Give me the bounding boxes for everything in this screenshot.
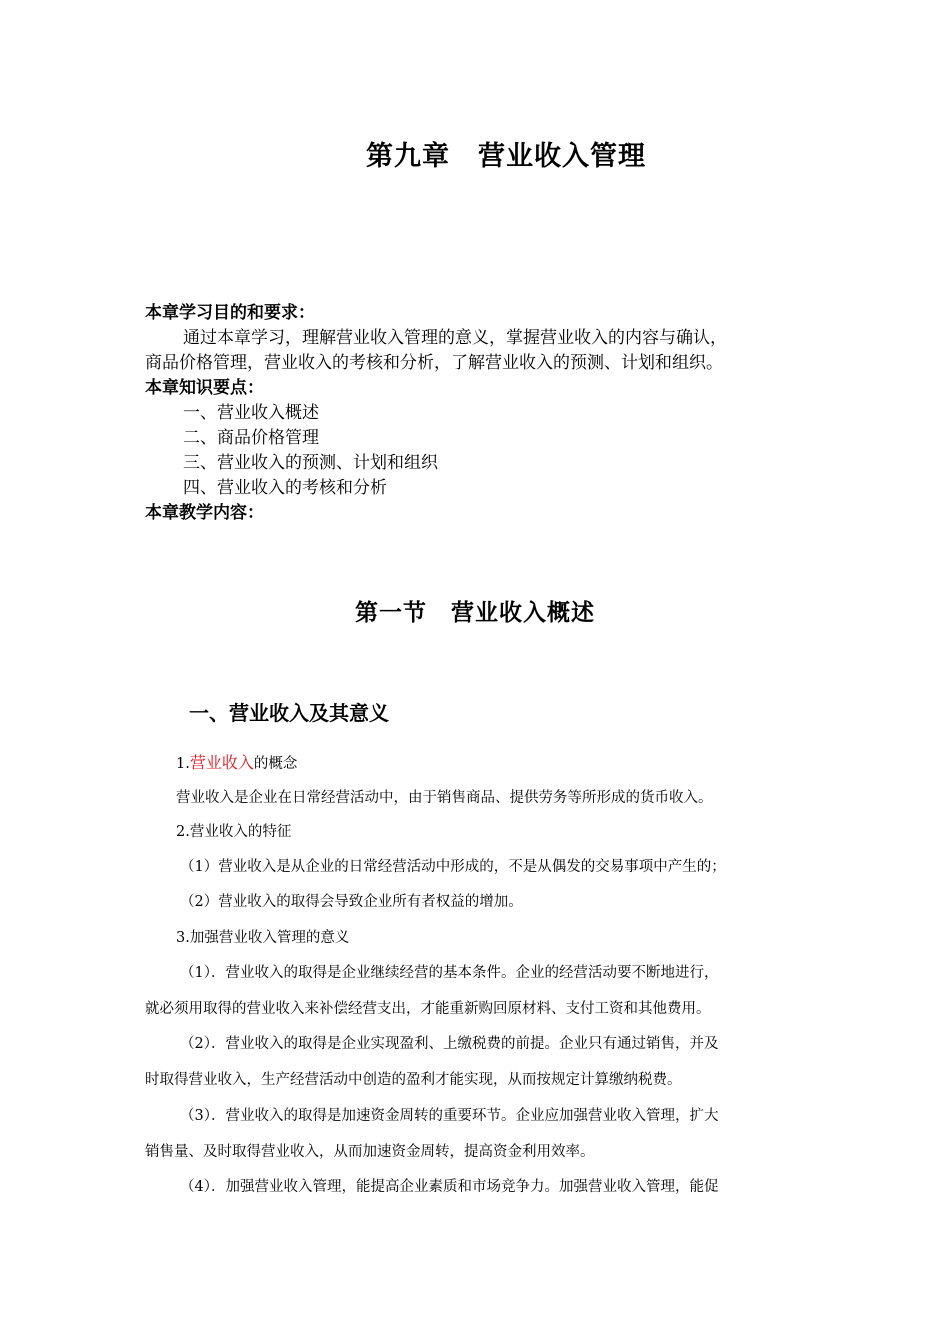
section-title: 第一节 营业收入概述 [355, 600, 595, 626]
concept-heading [176, 750, 297, 773]
significance-paragraph-line: 时取得营业收入，生产经营活动中创造的盈利才能实现，从而按规定计算缴纳税费。 [145, 1072, 682, 1088]
significance-paragraph-line: （1）．营业收入的取得是企业继续经营的基本条件。企业的经营活动要不断地进行， [180, 965, 719, 981]
teaching-heading: 本章教学内容： [145, 503, 264, 523]
subsection-title: 一、营业收入及其意义 [189, 701, 389, 725]
objectives-text-line2: 商品价格管理，营业收入的考核和分析，了解营业收入的预测、计划和组织。 [145, 353, 723, 373]
feature-item: （2）营业收入的取得会导致企业所有者权益的增加。 [180, 894, 523, 910]
significance-paragraph-line: （4）．加强营业收入管理，能提高企业素质和市场竞争力。加强营业收入管理，能促 [180, 1179, 719, 1195]
objectives-heading: 本章学习目的和要求： [145, 303, 315, 323]
significance-paragraph-line: （2）．营业收入的取得是企业实现盈利、上缴税费的前提。企业只有通过销售，并及 [180, 1036, 719, 1052]
features-heading: 2.营业收入的特征 [176, 824, 292, 840]
key-point-item: 一、营业收入概述 [183, 403, 319, 423]
concept-text: 营业收入是企业在日常经营活动中，由于销售商品、提供劳务等所形成的货币收入。 [176, 790, 713, 806]
feature-item: （1）营业收入是从企业的日常经营活动中形成的，不是从偶发的交易事项中产生的； [180, 859, 726, 875]
significance-heading: 3.加强营业收入管理的意义 [176, 930, 350, 946]
significance-paragraph-line: 就必须用取得的营业收入来补偿经营支出，才能重新购回原材料、支付工资和其他费用。 [145, 1001, 711, 1017]
chapter-title: 第九章 营业收入管理 [366, 141, 646, 172]
key-point-item: 三、营业收入的预测、计划和组织 [183, 453, 438, 473]
significance-paragraph-line: 销售量、及时取得营业收入，从而加速资金周转，提高资金利用效率。 [145, 1144, 595, 1160]
concept-suffix: 的概念 [253, 756, 298, 772]
key-points-heading: 本章知识要点： [145, 378, 264, 398]
objectives-text-line1: 通过本章学习，理解营业收入管理的意义，掌握营业收入的内容与确认， [183, 328, 727, 348]
key-point-item: 四、营业收入的考核和分析 [183, 478, 387, 498]
key-point-item: 二、商品价格管理 [183, 428, 319, 448]
concept-prefix: 1. [176, 756, 190, 772]
concept-term-highlight: 营业收入 [189, 753, 254, 772]
significance-paragraph-line: （3）．营业收入的取得是加速资金周转的重要环节。企业应加强营业收入管理，扩大 [180, 1108, 719, 1124]
